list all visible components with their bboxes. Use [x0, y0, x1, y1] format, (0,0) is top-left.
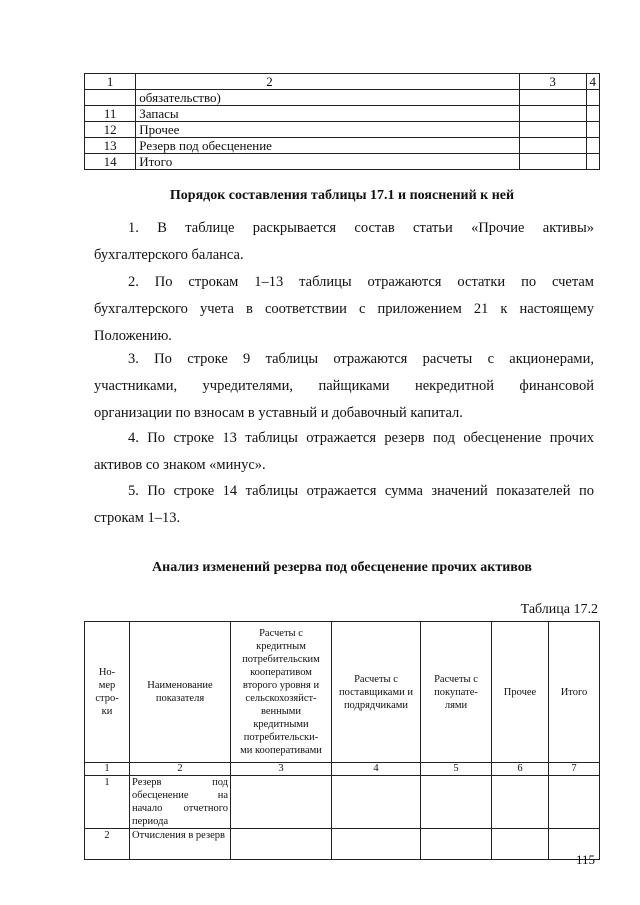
paragraph-line: активов со знаком «минус».	[94, 457, 266, 473]
paragraph-line: 4. По строке 13 таблицы отражается резерв под обесценение прочих	[128, 430, 594, 446]
table-row	[85, 106, 600, 122]
row-cell	[586, 154, 600, 170]
column-number-row	[85, 763, 600, 776]
row-cell	[519, 122, 586, 138]
page-number: 115	[576, 852, 596, 867]
col-header-1: 1	[85, 74, 136, 90]
row-cell	[586, 122, 600, 138]
row-cell	[332, 776, 421, 829]
row-number: 13	[85, 138, 136, 154]
row-cell	[549, 776, 600, 829]
col-header	[231, 622, 332, 763]
row-name: Отчисления в резерв	[130, 829, 231, 860]
row-cell	[421, 776, 492, 829]
column-number: 5	[421, 763, 492, 776]
row-number: 2	[85, 829, 130, 860]
row-name: Запасы	[136, 106, 520, 122]
table-header-row	[85, 622, 600, 763]
section-heading: Порядок составления таблицы 17.1 и пояснений к ней	[169, 188, 515, 203]
row-name: Прочее	[136, 122, 520, 138]
row-cell	[586, 90, 600, 106]
row-name: Резерв под обесценение на начало отчетного периода	[130, 776, 231, 829]
row-cell	[586, 138, 600, 154]
table-row	[85, 122, 600, 138]
paragraph-line: бухгалтерского баланса.	[94, 247, 244, 263]
col-header-2: 2	[136, 74, 520, 90]
col-header	[421, 622, 492, 763]
row-number: 12	[85, 122, 136, 138]
row-name: Итого	[136, 154, 520, 170]
paragraph-4	[94, 425, 594, 479]
row-cell	[586, 106, 600, 122]
row-number: 14	[85, 154, 136, 170]
row-cell	[519, 138, 586, 154]
table-label: Таблица 17.2	[520, 602, 598, 617]
column-number: 3	[231, 763, 332, 776]
col-header-text: Расчеты с покупате- лями	[434, 673, 478, 711]
col-header	[85, 622, 130, 763]
col-header	[492, 622, 549, 763]
col-header-text: Прочее	[503, 686, 537, 698]
paragraph-line: 5. По строке 14 таблицы отражается сумма значений показателей по	[128, 483, 594, 499]
paragraph-1	[94, 215, 594, 269]
row-cell	[519, 90, 586, 106]
col-header-4: 4	[586, 74, 600, 90]
section-heading: Анализ изменений резерва под обесценение прочих активов	[152, 560, 532, 575]
row-name: обязательство)	[136, 90, 520, 106]
table-row	[85, 776, 600, 829]
col-header	[549, 622, 600, 763]
table-row	[85, 829, 600, 860]
paragraph-2	[94, 269, 594, 350]
row-cell	[519, 106, 586, 122]
col-header-text: Расчеты с кредитным потребительским кооперативом второго уровня и сельскохозяйст- венными кредитными потребительски- ми кооперативами	[240, 628, 322, 756]
column-number: 6	[492, 763, 549, 776]
row-number	[85, 90, 136, 106]
paragraph-line: бухгалтерского учета в соответствии с приложением 21 к настоящему	[94, 301, 594, 317]
paragraph-3	[94, 346, 594, 427]
table-header-row	[85, 74, 600, 90]
row-cell	[421, 829, 492, 860]
row-cell	[332, 829, 421, 860]
table-row	[85, 154, 600, 170]
col-header-text: Расчеты с поставщиками и подрядчиками	[339, 673, 413, 711]
column-number: 7	[549, 763, 600, 776]
column-number: 2	[130, 763, 231, 776]
paragraph-line: участниками, учредителями, пайщиками некредитной финансовой	[94, 378, 594, 394]
col-header-text: Но- мер стро- ки	[95, 667, 119, 717]
row-cell	[231, 776, 332, 829]
col-header	[130, 622, 231, 763]
paragraph-line: 1. В таблице раскрывается состав статьи «Прочие активы»	[128, 220, 594, 236]
paragraph-line: Положению.	[94, 328, 172, 344]
table-row	[85, 138, 600, 154]
row-cell	[492, 776, 549, 829]
col-header	[332, 622, 421, 763]
col-header-3: 3	[519, 74, 586, 90]
row-cell	[492, 829, 549, 860]
row-cell	[231, 829, 332, 860]
paragraph-line: 3. По строке 9 таблицы отражаются расчеты с акционерами,	[128, 351, 594, 367]
paragraph-line: организации по взносам в уставный и добавочный капитал.	[94, 405, 463, 421]
row-number: 11	[85, 106, 136, 122]
column-number: 4	[332, 763, 421, 776]
paragraph-line: строкам 1–13.	[94, 510, 181, 526]
column-number: 1	[85, 763, 130, 776]
col-header-text: Итого	[560, 686, 588, 698]
paragraph-line: 2. По строкам 1–13 таблицы отражаются остатки по счетам	[128, 274, 594, 290]
row-cell	[519, 154, 586, 170]
table-17-1-continuation	[84, 73, 600, 170]
row-number: 1	[85, 776, 130, 829]
col-header-text: Наименование показателя	[147, 680, 213, 704]
table-row	[85, 90, 600, 106]
table-17-2	[84, 621, 600, 860]
paragraph-5	[94, 478, 594, 532]
row-name: Резерв под обесценение	[136, 138, 520, 154]
